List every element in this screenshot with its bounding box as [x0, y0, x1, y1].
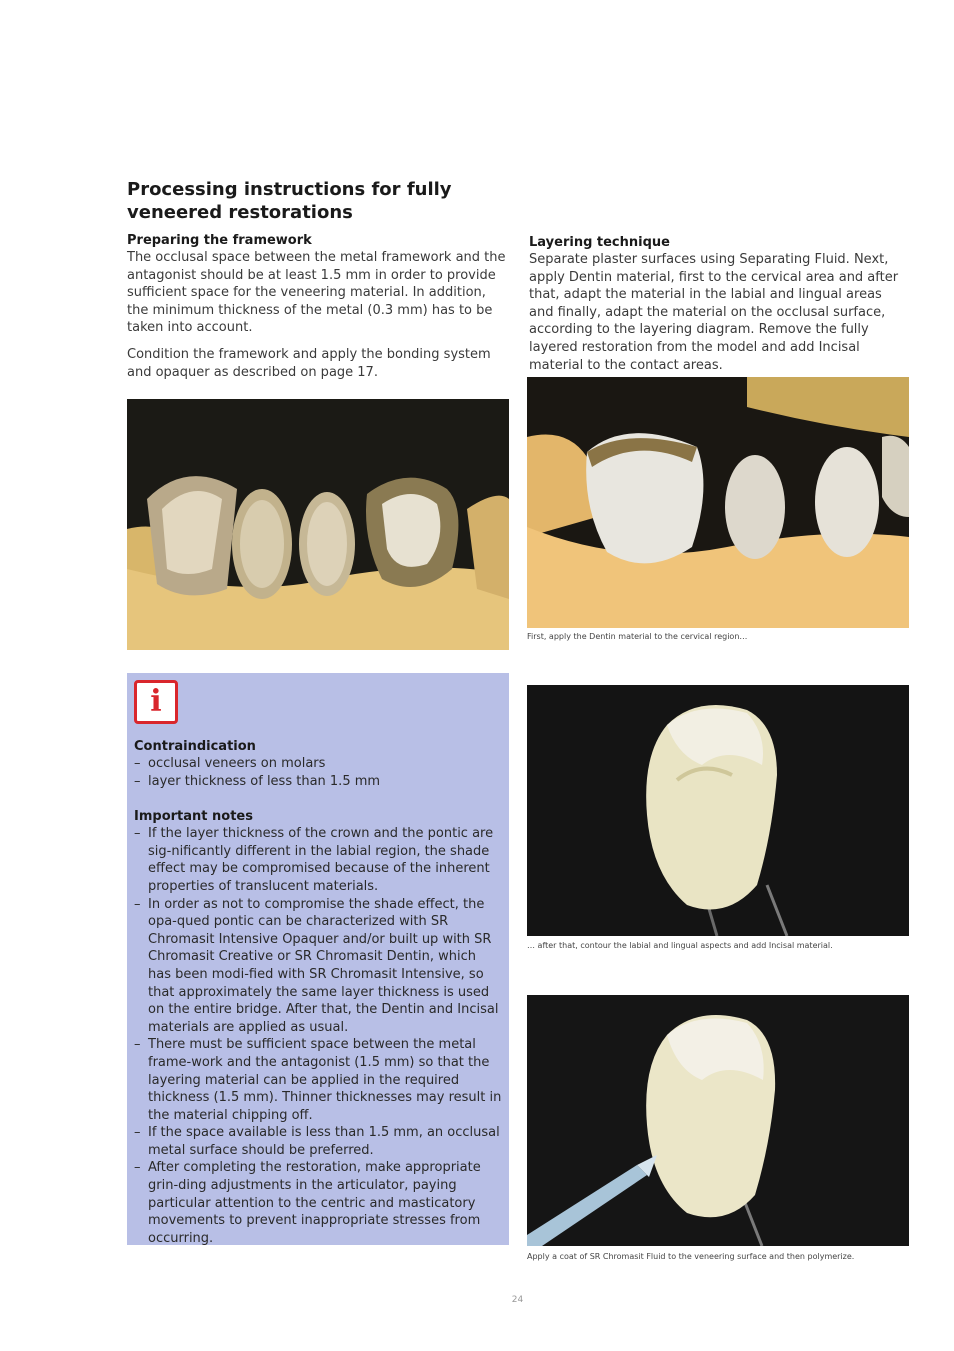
list-item: – occlusal veneers on molars [134, 755, 503, 773]
photo-caption: First, apply the Dentin material to the cervical region… [527, 632, 748, 641]
list-item: – After completing the restoration, make appropriate grin-ding adjustments in the articulator, paying particular attention to the centric and masticatory movements to prevent inappropriate stresses from occurring. [134, 1159, 503, 1247]
info-icon: i [134, 680, 178, 724]
list-item: – There must be sufficient space between the metal frame-work and the antagonist (1.5 mm) so that the layering material can be applied in the required thickness (1.5 mm). Thinner thicknesses may result in the material chipping off. [134, 1036, 503, 1124]
paragraph: Separate plaster surfaces using Separating Fluid. Next, apply Dentin material, first to the cervical area and after that, adapt the material in the labial and lingual areas and finally, adapt the material on the occlusal surface, according to the layering diagram. Remove the fully layered restoration from the model and add Incisal material to the contact areas. [529, 252, 899, 373]
contraindication-list [134, 755, 503, 790]
photo-caption: Apply a coat of SR Chromasit Fluid to the veneering surface and then polymerize. [527, 1252, 855, 1261]
paragraph: The occlusal space between the metal framework and the antagonist should be at least 1.5 mm in order to provide sufficient space for the veneering material. In addition, the minimum thickness of the metal (0.3 mm) has to be taken into account. [127, 250, 506, 336]
paragraph: Condition the framework and apply the bonding system and opaquer as described on page 17. [127, 346, 491, 380]
dentin-cervical-photo [527, 377, 909, 628]
contoured-crown-photo [527, 685, 909, 936]
framework-photo [127, 399, 509, 650]
important-notes-heading: Important notes [134, 809, 253, 825]
layering-technique-section [529, 234, 909, 374]
preparing-framework-section [127, 232, 507, 381]
page-number: 24 [511, 1295, 524, 1305]
important-notes-list [134, 825, 503, 1247]
contraindication-heading: Contraindication [134, 739, 256, 754]
important-notes-box [127, 673, 509, 1245]
photo-caption: … after that, contour the labial and lingual aspects and add Incisal material. [527, 941, 833, 950]
list-item: – If the space available is less than 1.5 mm, an occlusal metal surface should be preferred. [134, 1124, 503, 1159]
list-item: – If the layer thickness of the crown and the pontic are sig-nificantly different in the labial region, the shade effect may be compromised because of the inherent properties of translucent materials. [134, 825, 503, 895]
list-item: – layer thickness of less than 1.5 mm [134, 773, 503, 791]
fluid-application-photo [527, 995, 909, 1246]
section-heading: Preparing the framework [127, 233, 312, 248]
list-item: – In order as not to compromise the shade effect, the opa-qued pontic can be characterized with SR Chromasit Intensive Opaquer and/or built up with SR Chromasit Creative or SR Chromasit Dentin, which has been modi-fied with SR Chromasit Intensive, so that approximately the same layer thickness is used on the entire bridge. After that, the Dentin and Incisal materials are applied as usual. [134, 896, 503, 1037]
page-title: Processing instructions for fully veneered restorations [127, 179, 452, 223]
section-heading: Layering technique [529, 235, 670, 250]
